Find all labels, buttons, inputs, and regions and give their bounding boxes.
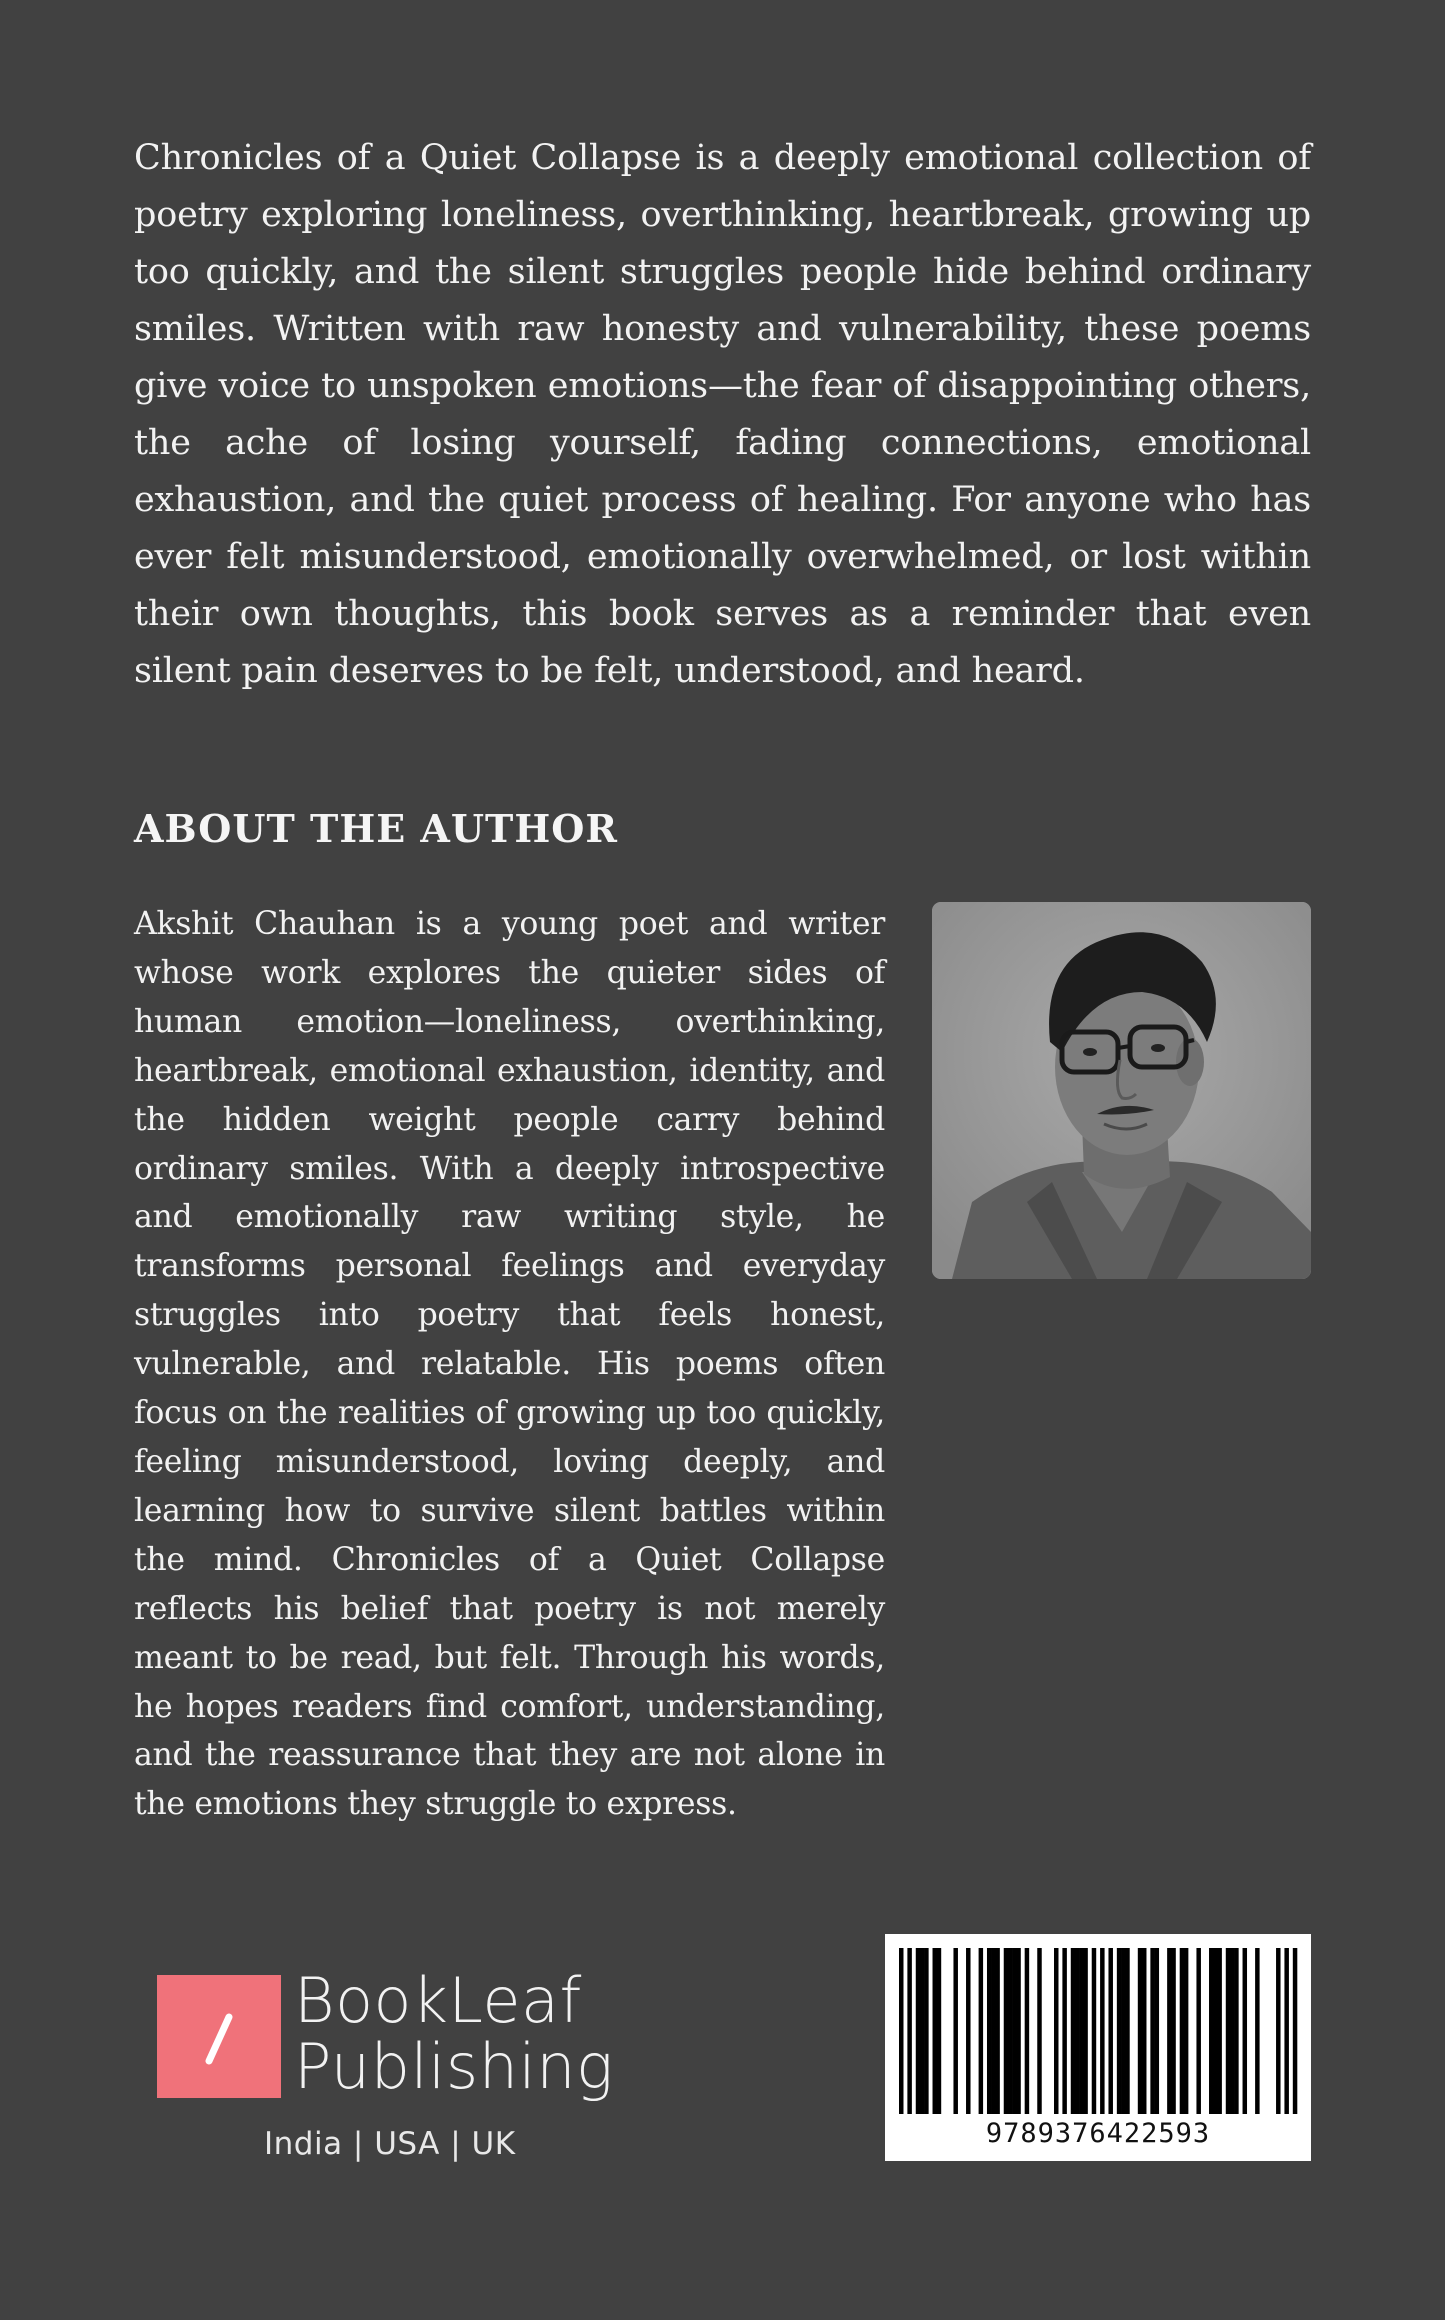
barcode-bar xyxy=(1180,1948,1184,2114)
author-portrait-image xyxy=(932,902,1311,1279)
barcode-bar xyxy=(1016,1948,1020,2114)
barcode-bar xyxy=(1284,1948,1288,2114)
barcode-bar xyxy=(966,1948,970,2114)
barcode-bar xyxy=(1117,1948,1121,2114)
barcode-bar xyxy=(1184,1948,1188,2114)
barcode-bar xyxy=(1083,1948,1087,2114)
barcode-bar xyxy=(1079,1948,1083,2114)
barcode-bar xyxy=(1155,1948,1159,2114)
barcode-bar xyxy=(1226,1948,1230,2114)
barcode-bar xyxy=(1121,1948,1125,2114)
author-photo xyxy=(932,902,1311,1279)
barcode-bar xyxy=(1008,1948,1012,2114)
barcode-bar xyxy=(1012,1948,1016,2114)
barcode-bar xyxy=(920,1948,924,2114)
barcode-bars-icon xyxy=(885,1934,1311,2118)
barcode-bar xyxy=(1062,1948,1066,2114)
barcode-bar xyxy=(937,1948,941,2114)
publisher-slash-icon xyxy=(157,1975,281,2098)
barcode-bar xyxy=(1037,1948,1041,2114)
barcode-bar xyxy=(1100,1948,1104,2114)
barcode-bar xyxy=(995,1948,999,2114)
publisher-name-line2: Publishing xyxy=(294,2030,614,2103)
barcode-bar xyxy=(1196,1948,1200,2114)
barcode-bar xyxy=(1138,1948,1142,2114)
barcode-bar xyxy=(1276,1948,1280,2114)
publisher-name-line1: BookLeaf xyxy=(294,1964,582,2037)
barcode-bar xyxy=(933,1948,937,2114)
isbn-barcode xyxy=(885,1934,1311,2161)
barcode-bar xyxy=(907,1948,911,2114)
barcode-bar xyxy=(1234,1948,1238,2114)
barcode-bar xyxy=(1230,1948,1234,2114)
book-blurb: Chronicles of a Quiet Collapse is a deeply emotional collection of poetry exploring loneliness, overthinking, heartbreak, growing up too quickly, and the silent struggles people hide behind ordinary smiles. Written with raw honesty and vulnerability, these poems give voice to unspoken emotions—the fear of disappointing others, the ache of losing yourself, fading connections, emotional exhaustion, and the quiet process of healing. For anyone who has ever felt misunderstood, emotionally overwhelmed, or lost within their own thoughts, this book serves as a reminder that even silent pain deserves to be felt, understood, and heard. xyxy=(134,138,1311,691)
barcode-bar xyxy=(924,1948,928,2114)
barcode-bar xyxy=(953,1948,957,2114)
publisher-regions: India | USA | UK xyxy=(264,2126,516,2162)
barcode-bar xyxy=(1108,1948,1112,2114)
barcode-bar xyxy=(1075,1948,1079,2114)
barcode-bar xyxy=(1092,1948,1096,2114)
barcode-bar xyxy=(1125,1948,1129,2114)
barcode-bar xyxy=(1025,1948,1029,2114)
barcode-bar xyxy=(991,1948,995,2114)
barcode-bar xyxy=(899,1948,903,2114)
author-bio: Akshit Chauhan is a young poet and writer whose work explores the quieter sides of human emotion—loneliness, overthinking, heartbreak, emotional exhaustion, identity, and the hidden weight people carry behind ordinary smiles. With a deeply introspective and emotionally raw writing style, he transforms personal feelings and everyday struggles into poetry that feels honest, vulnerable, and relatable. His poems often focus on the realities of growing up too quickly, feeling misunderstood, loving deeply, and learning how to survive silent battles within the mind. Chronicles of a Quiet Collapse reflects his belief that poetry is not merely meant to be read, but felt. Through his words, he hopes readers find comfort, understanding, and the reassurance that they are not alone in the emotions they struggle to express. xyxy=(134,906,885,1823)
barcode-bar xyxy=(1213,1948,1217,2114)
barcode-bar xyxy=(1293,1948,1297,2114)
barcode-bar xyxy=(916,1948,920,2114)
publisher-logo xyxy=(157,1964,627,2168)
barcode-bar xyxy=(1217,1948,1221,2114)
barcode-bar xyxy=(979,1948,983,2114)
isbn-number: 9789376422593 xyxy=(985,2118,1211,2149)
barcode-bar xyxy=(1004,1948,1008,2114)
publisher-name xyxy=(294,1964,614,2103)
barcode-bar xyxy=(1142,1948,1146,2114)
barcode-bar xyxy=(987,1948,991,2114)
barcode-bar xyxy=(1150,1948,1154,2114)
barcode-bar xyxy=(1209,1948,1213,2114)
barcode-bar xyxy=(1054,1948,1058,2114)
barcode-bar xyxy=(1171,1948,1175,2114)
barcode-bar xyxy=(1071,1948,1075,2114)
barcode-bar xyxy=(1255,1948,1259,2114)
barcode-bar xyxy=(1243,1948,1247,2114)
about-author-heading: ABOUT THE AUTHOR xyxy=(134,806,618,851)
barcode-bar xyxy=(1167,1948,1171,2114)
